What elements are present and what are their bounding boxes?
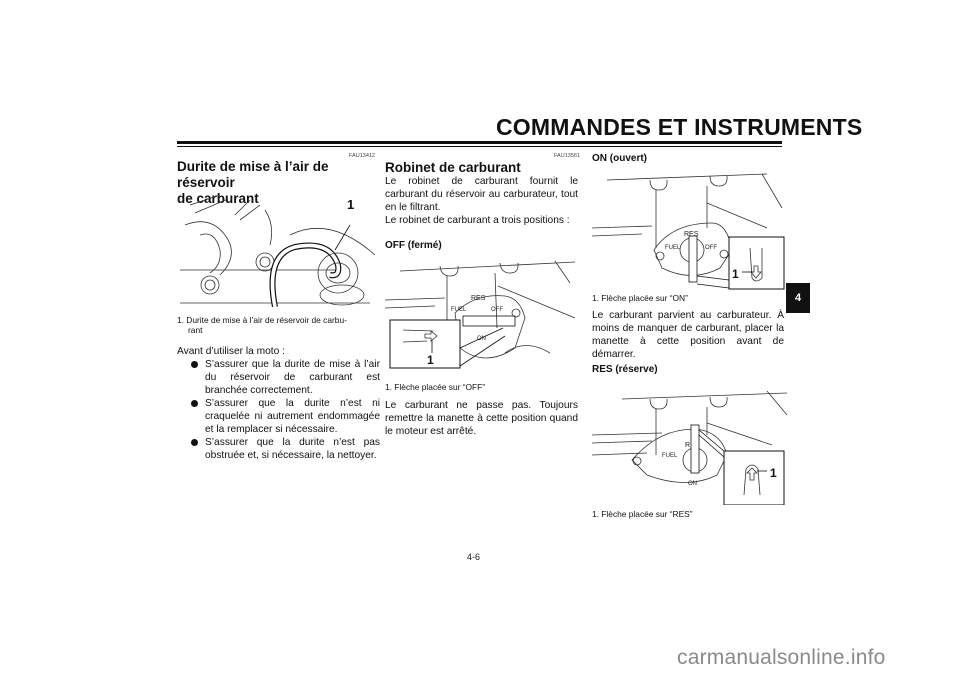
page-number: 4-6: [467, 552, 481, 562]
header-rule: [177, 141, 782, 144]
subheading-on: ON (ouvert): [592, 153, 647, 164]
fuel-cock-on-illustration: [592, 168, 787, 290]
intro-text: Avant d’utiliser la moto :: [177, 346, 285, 357]
off-description: Le carburant ne passe pas. Toujours remettre la manette à cette position quand le moteur est arrêté.: [385, 400, 578, 437]
svg-text:RES: RES: [471, 295, 486, 302]
figure-caption: 1. Flèche placée sur “RES”: [592, 509, 693, 519]
svg-text:1: 1: [770, 466, 777, 480]
figure-callout-number: 1: [347, 197, 355, 212]
bullet-item: S’assurer que la durite n’est pas obstruée et, si nécessaire, la nettoyer.: [188, 436, 380, 462]
fuel-cock-res-illustration: [592, 385, 787, 505]
chapter-tab[interactable]: 4: [786, 283, 810, 313]
vent-hose-illustration: [180, 195, 375, 307]
section-header-title: COMMANDES ET INSTRUMENTS: [496, 114, 863, 140]
svg-text:FUEL: FUEL: [451, 307, 467, 313]
svg-text:ON: ON: [477, 336, 486, 342]
paragraph: Le robinet de carburant a trois positions :: [385, 215, 570, 226]
svg-text:1: 1: [732, 267, 739, 281]
svg-text:ON: ON: [688, 481, 697, 487]
paragraph: Le robinet de carburant fournit le carburant du réservoir au carburateur, tout en le filtrant.: [385, 176, 578, 213]
section-body-fuel-cock: [385, 175, 578, 227]
header-rule-thin: [177, 146, 782, 147]
subheading-off: OFF (fermé): [385, 240, 442, 251]
subheading-res: RES (réserve): [592, 364, 658, 375]
svg-text:RES: RES: [684, 231, 699, 238]
watermark-link[interactable]: carmanualsonline.info: [677, 646, 886, 669]
bullet-item: S’assurer que la durite de mise à l’air du réservoir de carburant est branchée correctement.: [188, 358, 380, 397]
caption-line: 1. Durite de mise à l’air de réservoir de carbu-: [177, 315, 347, 325]
section-code: FAU13561: [554, 153, 580, 159]
section-body-vent-hose: [177, 345, 380, 462]
fuel-cock-off-illustration: [385, 258, 580, 383]
svg-text:R: R: [685, 442, 691, 449]
title-line: Durite de mise à l’air de réservoir: [177, 159, 329, 190]
svg-text:FUEL: FUEL: [665, 245, 681, 251]
figure-caption: [177, 315, 382, 335]
svg-text:FUEL: FUEL: [662, 453, 678, 459]
title-line: de carburant: [177, 191, 259, 206]
caption-line: rant: [188, 325, 203, 335]
figure-caption: 1. Flèche placée sur “OFF”: [385, 382, 486, 392]
section-title-fuel-cock: Robinet de carburant: [385, 160, 521, 175]
figure-caption: 1. Flèche placée sur “ON”: [592, 293, 688, 303]
svg-text:1: 1: [427, 353, 434, 367]
svg-text:OFF: OFF: [705, 245, 717, 251]
section-code: FAU13412: [349, 153, 375, 159]
svg-text:OFF: OFF: [491, 307, 503, 313]
bullet-item: S’assurer que la durite n’est ni craquelée ni autrement endommagée et la remplacer si nécessaire.: [188, 397, 380, 436]
on-description: Le carburant parvient au carburateur. À moins de manquer de carburant, placer la manette à cette position avant de démarrer.: [592, 310, 784, 360]
